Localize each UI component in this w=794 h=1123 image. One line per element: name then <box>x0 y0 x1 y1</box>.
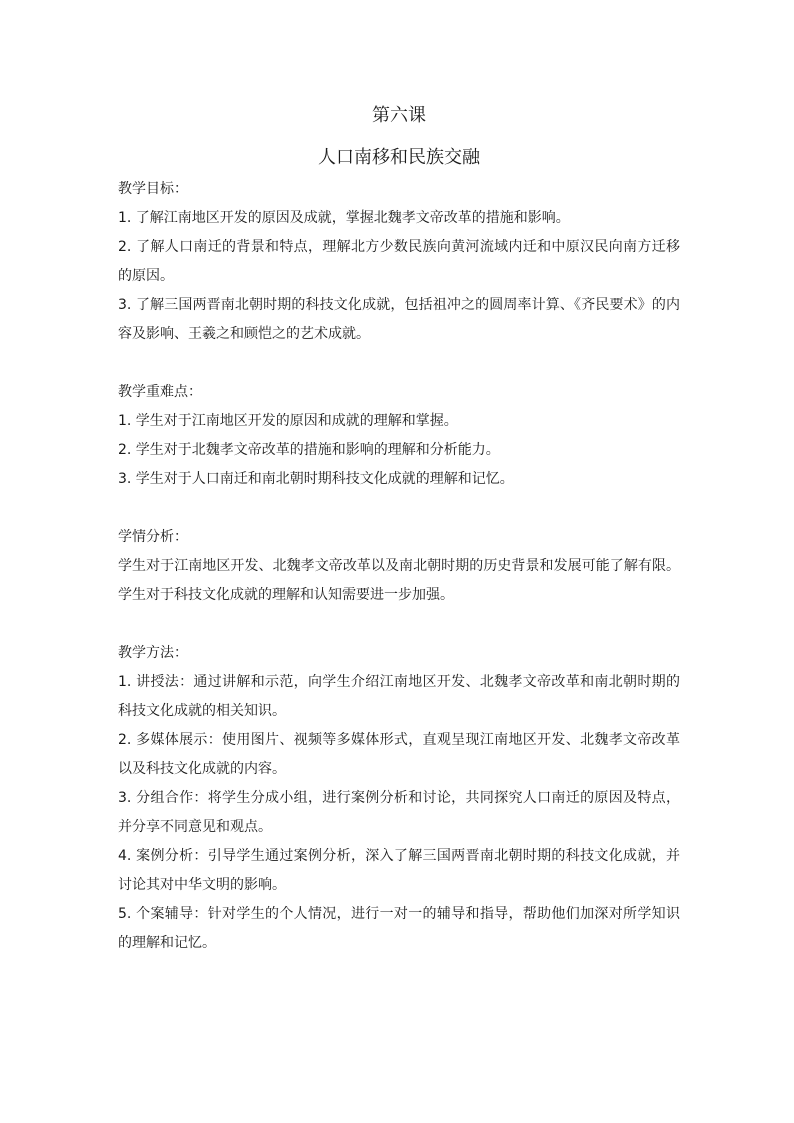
list-item: 5. 个案辅导：针对学生的个人情况，进行一对一的辅导和指导，帮助他们加深对所学知识的理解和记忆。 <box>118 906 680 951</box>
topic-title: 人口南移和民族交融 <box>318 147 480 168</box>
list-item: 1. 学生对于江南地区开发的原因和成就的理解和掌握。 <box>118 413 458 429</box>
section-learner-analysis <box>118 523 680 610</box>
section-heading: 教学方法： <box>118 645 188 661</box>
paragraph: 学生对于江南地区开发、北魏孝文帝改革以及南北朝时期的历史背景和发展可能了解有限。学生对于科技文化成就的理解和认知需要进一步加强。 <box>118 558 680 603</box>
lesson-title: 第六课 <box>372 105 426 126</box>
section-key-difficulties <box>118 378 680 494</box>
list-item: 2. 学生对于北魏孝文帝改革的措施和影响的理解和分析能力。 <box>118 442 500 458</box>
section-teaching-methods <box>118 639 680 958</box>
list-item: 2. 多媒体展示：使用图片、视频等多媒体形式，直观呈现江南地区开发、北魏孝文帝改革以及科技文化成就的内容。 <box>118 732 680 777</box>
section-teaching-objectives <box>118 175 680 349</box>
list-item: 3. 了解三国两晋南北朝时期的科技文化成就，包括祖冲之的圆周率计算、《齐民要术》的内容及影响、王羲之和顾恺之的艺术成就。 <box>118 297 680 342</box>
list-item: 2. 了解人口南迁的背景和特点，理解北方少数民族向黄河流域内迁和中原汉民向南方迁移的原因。 <box>118 239 680 284</box>
list-item: 1. 讲授法：通过讲解和示范，向学生介绍江南地区开发、北魏孝文帝改革和南北朝时期的科技文化成就的相关知识。 <box>118 674 680 719</box>
list-item: 4. 案例分析：引导学生通过案例分析，深入了解三国两晋南北朝时期的科技文化成就，并讨论其对中华文明的影响。 <box>118 848 680 893</box>
list-item: 1. 了解江南地区开发的原因及成就，掌握北魏孝文帝改革的措施和影响。 <box>118 210 570 226</box>
document-page <box>118 100 680 958</box>
section-heading: 教学目标： <box>118 181 188 197</box>
list-item: 3. 学生对于人口南迁和南北朝时期科技文化成就的理解和记忆。 <box>118 471 514 487</box>
section-heading: 学情分析： <box>118 529 188 545</box>
section-heading: 教学重难点： <box>118 384 202 400</box>
list-item: 3. 分组合作：将学生分成小组，进行案例分析和讨论，共同探究人口南迁的原因及特点，并分享不同意见和观点。 <box>118 790 680 835</box>
